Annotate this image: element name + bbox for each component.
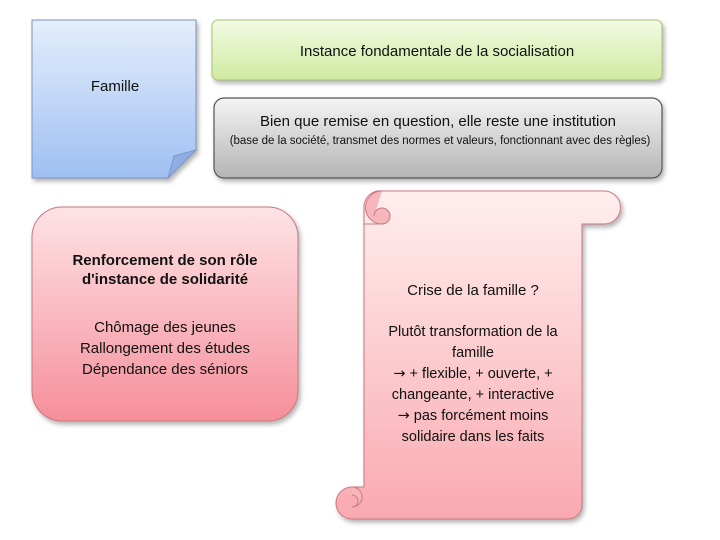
crise-line-3-text: pas forcément moins solidaire dans les faits xyxy=(401,408,549,446)
crise-line-3 xyxy=(370,406,576,448)
institution-sub-text: (base de la société, transmet des normes et valeurs, fonctionnant avec des règles) xyxy=(229,135,651,147)
arrow-right-icon: → xyxy=(397,408,410,425)
famille-note-shape xyxy=(32,20,196,178)
list-item: Chômage des jeunes xyxy=(94,319,236,336)
famille-label: Famille xyxy=(90,78,140,95)
crise-title: Crise de la famille ? xyxy=(407,282,539,299)
crise-line-2 xyxy=(370,364,576,406)
crise-line-2-text: + flexible, + ouverte, + changeante, + interactive xyxy=(391,366,555,404)
solidarite-list xyxy=(40,317,290,380)
crise-body xyxy=(370,322,576,448)
institution-main-text: Bien que remise en question, elle reste une institution xyxy=(259,113,617,130)
list-item: Dépendance des séniors xyxy=(82,361,248,378)
list-item: Rallongement des études xyxy=(79,340,251,357)
solidarite-box-shape xyxy=(32,207,298,421)
crise-line-1: Plutôt transformation de la famille xyxy=(388,324,558,362)
solidarite-title: Renforcement de son rôle d'instance de solidarité xyxy=(72,252,258,288)
arrow-right-icon: → xyxy=(393,366,406,383)
instance-text: Instance fondamentale de la socialisation xyxy=(299,43,575,60)
